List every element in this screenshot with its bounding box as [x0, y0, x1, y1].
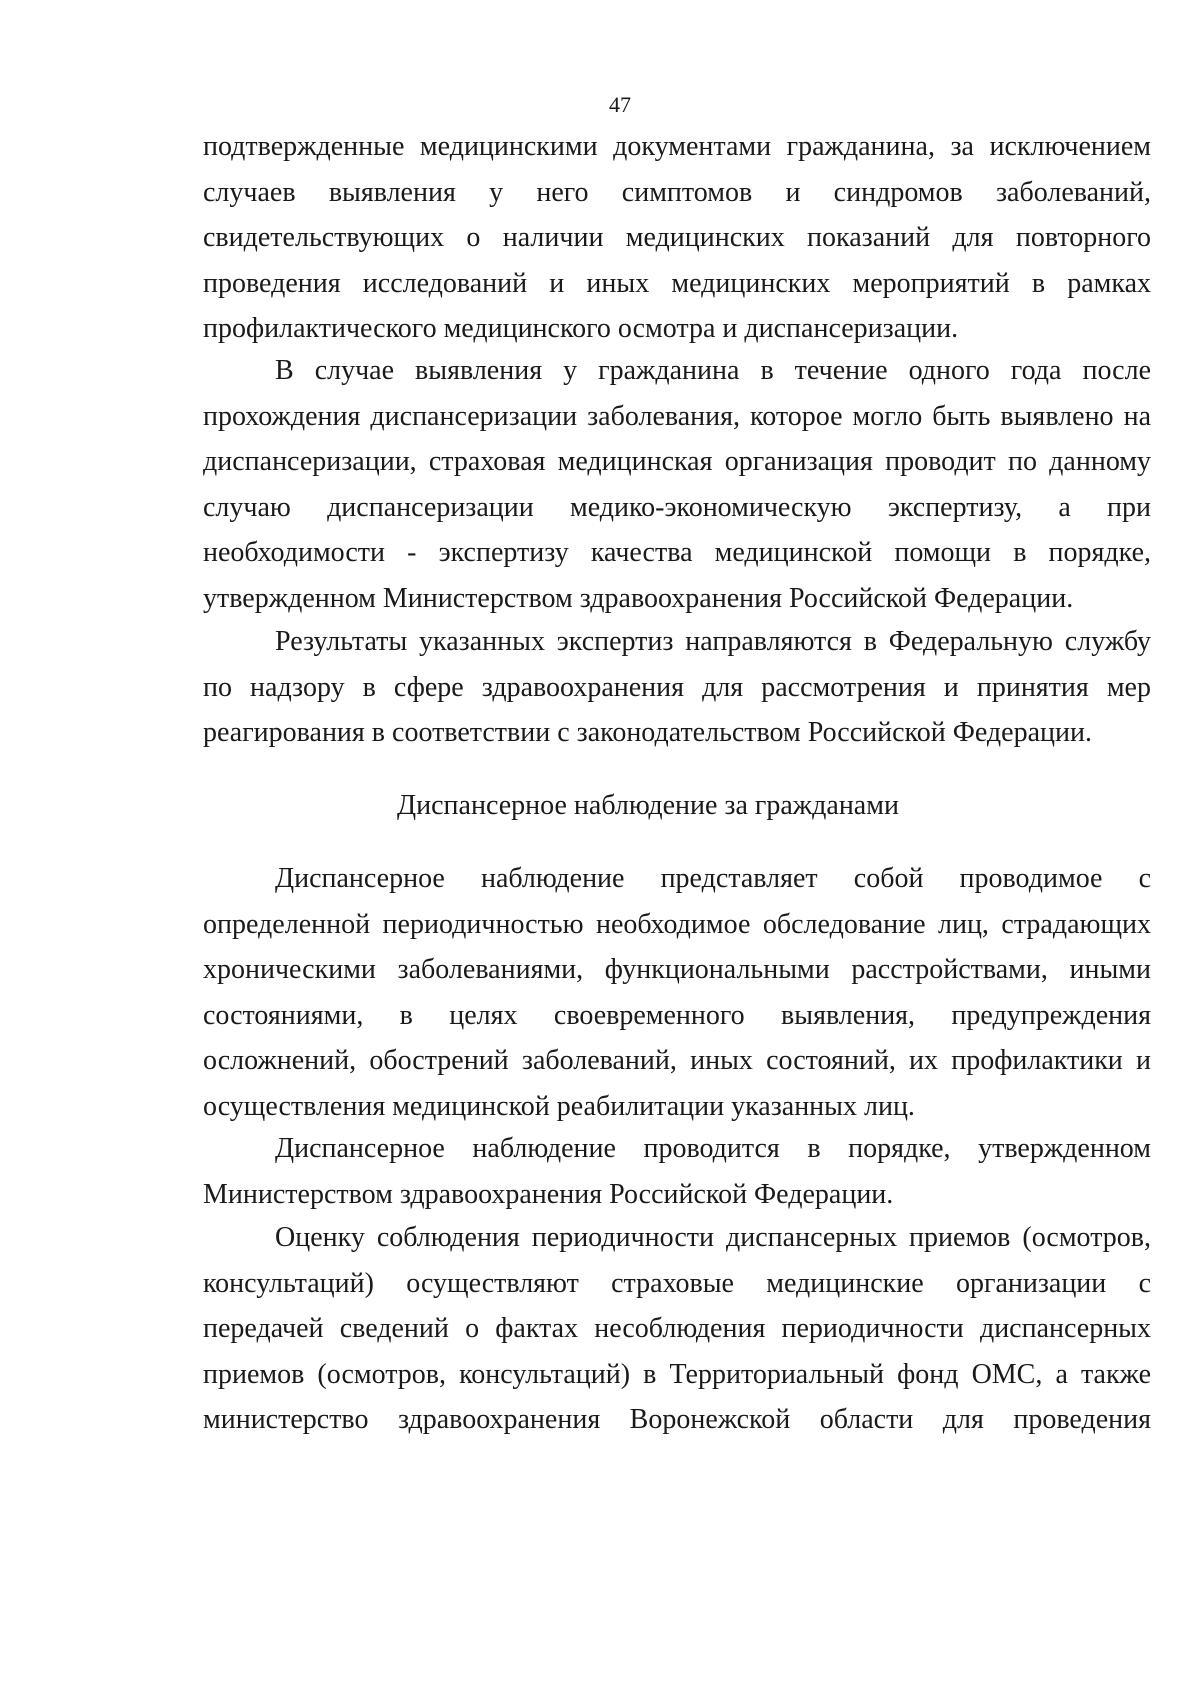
text-line: осуществления медицинской реабилитации указанных лиц. — [203, 1090, 915, 1122]
text-line: случаев выявления у него симптомов и синдромов заболеваний, — [203, 176, 1151, 208]
text-line: передачей сведений о фактах несоблюдения периодичности диспансерных — [203, 1313, 1151, 1344]
text-line: министерство здравоохранения Воронежской области для проведения — [203, 1404, 1151, 1435]
text-line: осложнений, обострений заболеваний, иных состояний, их профилактики и — [203, 1045, 1151, 1076]
text-line: диспансеризации, страховая медицинская организация проводит по данному — [203, 446, 1151, 477]
paragraph-periodicity-assessment — [203, 1215, 1151, 1443]
text-line: необходимости - экспертизу качества медицинской помощи в порядке, — [203, 537, 1151, 568]
paragraph-continuation — [203, 124, 1151, 352]
text-line: Диспансерное наблюдение проводится в порядке, утвержденном — [275, 1133, 1151, 1164]
text-line: Диспансерное наблюдение представляет собой проводимое с — [275, 863, 1151, 894]
text-line: утвержденном Министерством здравоохранения Российской Федерации. — [203, 582, 1074, 614]
paragraph-observation-definition — [203, 856, 1151, 1129]
section-heading: Диспансерное наблюдение за гражданами — [397, 790, 899, 821]
text-line: подтвержденные медицинскими документами гражданина, за исключением — [203, 131, 1151, 162]
text-line: реагирования в соответствии с законодательством Российской Федерации. — [203, 717, 1092, 748]
paragraph-expertise — [203, 348, 1151, 621]
text-line: приемов (осмотров, консультаций) в Территориальный фонд ОМС, а также — [203, 1358, 1151, 1390]
text-line: Министерством здравоохранения Российской Федерации. — [203, 1178, 894, 1210]
text-line: Оценку соблюдения периодичности диспансерных приемов (осмотров, — [275, 1222, 1151, 1253]
text-line: случаю диспансеризации медико-экономическую экспертизу, а при — [203, 491, 1151, 523]
text-line: Результаты указанных экспертиз направляются в Федеральную службу — [275, 626, 1151, 657]
text-line: проведения исследований и иных медицинских мероприятий в рамках — [203, 267, 1151, 299]
page-number: 47 — [609, 92, 631, 117]
text-line: консультаций) осуществляют страховые медицинские организации с — [203, 1267, 1151, 1299]
text-line: свидетельствующих о наличии медицинских показаний для повторного — [203, 222, 1151, 253]
text-line: профилактического медицинского осмотра и диспансеризации. — [203, 313, 959, 344]
text-line: хроническими заболеваниями, функциональными расстройствами, иными — [203, 954, 1151, 985]
paragraph-observation-order — [203, 1126, 1151, 1217]
paragraph-results — [203, 619, 1151, 756]
text-line: В случае выявления у гражданина в течение одного года после — [275, 355, 1151, 386]
text-line: прохождения диспансеризации заболевания, которое могло быть выявлено на — [203, 400, 1151, 432]
text-line: по надзору в сфере здравоохранения для рассмотрения и принятия мер — [203, 671, 1151, 703]
text-line: состояниями, в целях своевременного выявления, предупреждения — [203, 999, 1151, 1031]
text-line: определенной периодичностью необходимое обследование лиц, страдающих — [203, 908, 1151, 940]
